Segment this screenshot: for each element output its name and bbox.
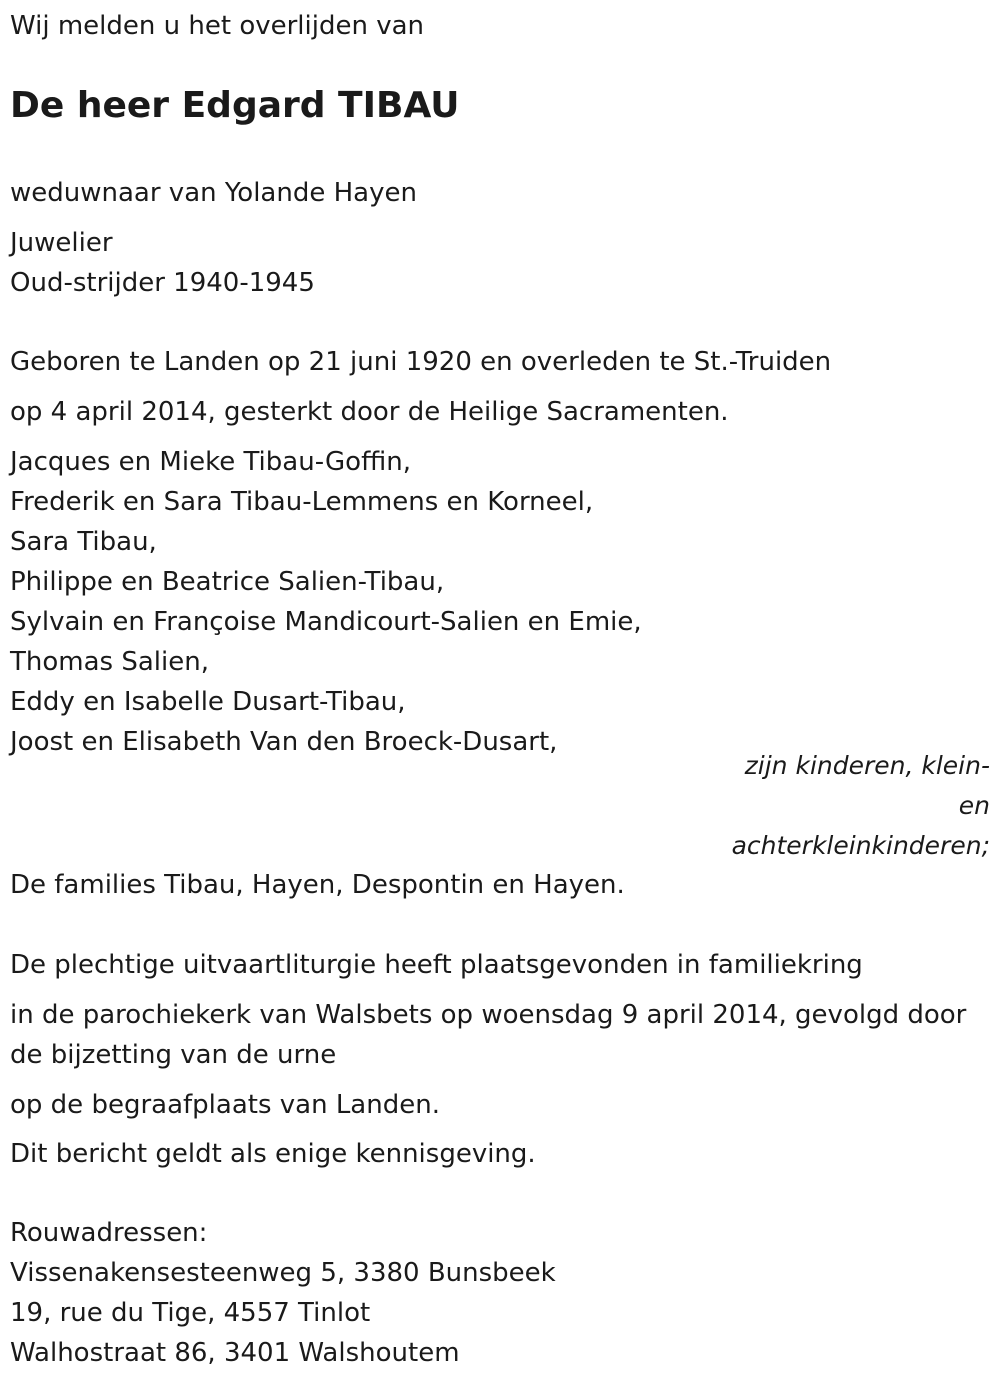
- list-item: Jacques en Mieke Tibau-Goffin,: [10, 447, 411, 477]
- children-role-line: en: [958, 791, 990, 820]
- veteran-text: Oud-strijder 1940-1945: [10, 268, 315, 298]
- families-text: De families Tibau, Hayen, Despontin en Hayen.: [10, 870, 625, 900]
- occupation-text: Juwelier: [10, 228, 113, 258]
- birth-text: Geboren te Landen op 21 juni 1920 en overleden te St.-Truiden: [10, 347, 832, 377]
- addresses-heading: Rouwadressen:: [10, 1218, 208, 1248]
- list-item: Frederik en Sara Tibau-Lemmens en Korneel,: [10, 487, 594, 517]
- list-item: Vissenakensesteenweg 5, 3380 Bunsbeek: [10, 1258, 556, 1288]
- death-text: op 4 april 2014, gesterkt door de Heilige Sacramenten.: [10, 397, 729, 427]
- list-item: Thomas Salien,: [10, 647, 209, 677]
- widower-text: weduwnaar van Yolande Hayen: [10, 178, 417, 208]
- children-list: [10, 442, 642, 762]
- children-role-line: achterkleinkinderen;: [731, 831, 990, 860]
- list-item: Philippe en Beatrice Salien-Tibau,: [10, 567, 445, 597]
- list-item: Joost en Elisabeth Van den Broeck-Dusart,: [10, 727, 558, 757]
- liturgy-text-3: op de begraafplaats van Landen.: [10, 1090, 440, 1120]
- deceased-name: De heer Edgard TIBAU: [10, 85, 460, 126]
- list-item: Sara Tibau,: [10, 527, 157, 557]
- list-item: 19, rue du Tige, 4557 Tinlot: [10, 1298, 371, 1328]
- children-role-line: zijn kinderen, klein-: [744, 751, 990, 780]
- list-item: Sylvain en Françoise Mandicourt-Salien en Emie,: [10, 607, 642, 637]
- liturgy-text-1: De plechtige uitvaartliturgie heeft plaatsgevonden in familiekring: [10, 950, 863, 980]
- notice-text: Dit bericht geldt als enige kennisgeving.: [10, 1139, 536, 1169]
- list-item: Walhostraat 86, 3401 Walshoutem: [10, 1338, 460, 1368]
- list-item: Eddy en Isabelle Dusart-Tibau,: [10, 687, 406, 717]
- liturgy-text-2: in de parochiekerk van Walsbets op woensdag 9 april 2014, gevolgd door de bijzetting van de urne: [10, 1000, 967, 1070]
- intro-text: Wij melden u het overlijden van: [10, 11, 425, 41]
- children-role: [0, 746, 1000, 866]
- addresses-list: [10, 1253, 556, 1373]
